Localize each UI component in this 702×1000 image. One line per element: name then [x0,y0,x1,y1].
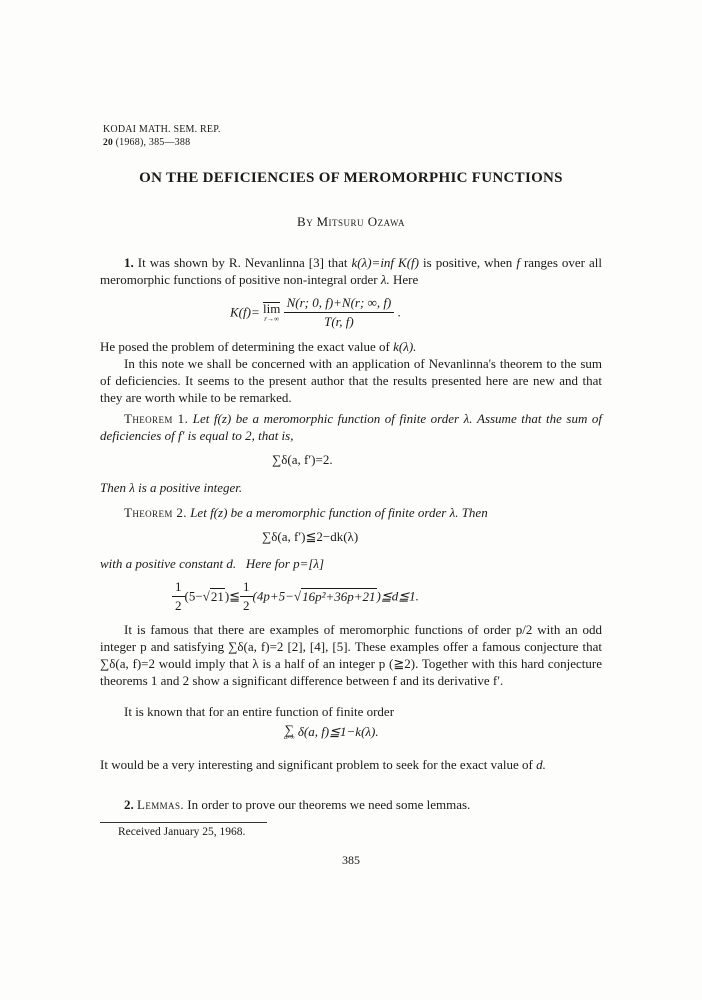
intro-text-2: is positive, when [423,255,513,270]
eq4-sigma-block [284,721,295,741]
famous-paragraph: It is famous that there are examples of meromorphic functions of order p/2 with an odd integer p and satisfying ∑δ(a, f)=2 [2], [4], [5]. These examples offer a famous conjecture that ∑δ(a, f)=2 would imply that λ is a half of an integer p (≧2). Together with this hard conjecture theorems 1 and 2 show a significant difference between f and its derivative f′. [100,622,602,688]
note-paragraph: In this note we shall be concerned with an application of Nevanlinna's theorem to the sum of deficiencies. It seems to the present author that the results presented here are new and that they are worth while to be remarked. [100,356,602,405]
eq3-one-1: 1 [172,579,185,597]
year-pages: (1968), 385—388 [115,137,191,148]
eq3-sqrt-sign-2: √ [293,588,302,604]
intro-text-3: ranges over all meromorphic functions of positive non-integral order [100,255,603,287]
eq3-sqrt-sign-1: √ [202,588,210,604]
section-2-title: Lemmas. [137,797,184,812]
theorem-2-cont-1: with a positive constant d. [100,556,237,571]
eq3-sqrt-1: 21 [210,588,224,604]
eq3-part2: )≦ [224,588,241,604]
theorem-2-statement: Let f(z) be a meromorphic function of finite order λ. Then [190,505,488,520]
would-text: It would be a very interesting and significant problem to seek for the exact value of [100,757,533,772]
intro-lambda: λ. [380,272,390,287]
eq1-lim-sub: r→∞ [264,315,279,323]
eq3-one-2: 1 [240,579,253,597]
eq3-part1: (5− [184,588,203,604]
eq1-denominator: T(r, f) [324,314,354,329]
eq3-half-1 [172,579,185,614]
theorem-1-statement: Let f(z) be a meromorphic function of finite order λ. Assume that the sum of deficiencies of f′ is equal to 2, that is, [100,411,602,443]
equation-entire [284,723,379,741]
intro-k-inf: k(λ)=inf K(f) [351,255,419,270]
theorem-2-equation: ∑δ(a, f′)≦2−dk(λ) [262,529,359,544]
intro-text-1: It was shown by R. Nevanlinna [3] that [137,255,348,270]
intro-f: f [516,255,520,270]
theorem-2-cont-2: Here for p=[λ] [245,556,325,571]
theorem-1-label: Theorem 1. [124,411,189,426]
eq1-lim: lim [262,301,281,316]
theorem-1-equation: ∑δ(a, f′)=2. [272,452,333,467]
eq1-end: . [397,304,401,320]
eq3-sqrt-2: 16p²+36p+21 [302,588,376,604]
eq1-limsup [263,302,280,323]
posed-text: He posed the problem of determining the exact value of [100,339,390,354]
intro-text-4: Here [393,272,419,287]
posed-k: k(λ). [393,339,417,354]
journal-volume-line [103,136,221,150]
theorem-2-continuation [100,555,602,572]
known-paragraph: It is known that for an entire function of finite order [124,704,395,719]
author-name: Mitsuru Ozawa [316,214,405,229]
page-number: 385 [342,853,360,867]
would-paragraph [100,756,602,773]
eq4-rest: δ(a, f)≦1−k(λ). [297,724,379,740]
theorem-2-label: Theorem 2. [124,505,187,520]
theorem-1-conclusion [100,479,602,496]
eq3-part3: (4p+5− [252,588,294,604]
theorem-1-conclusion-text: Then λ is a positive integer. [100,480,243,495]
section-2-text: In order to prove our theorems we need some lemmas. [187,797,471,812]
theorem-1 [100,410,602,444]
would-d: d. [536,757,546,772]
section-2 [100,796,602,813]
eq3-two-1: 2 [175,598,182,613]
eq3-part4: )≦d≦1. [376,588,419,604]
equation-K [230,295,401,330]
eq3-half-2 [240,579,253,614]
journal-name: KODAI MATH. SEM. REP. [103,124,221,135]
footnote-rule [100,822,267,823]
equation-d-bounds [172,579,419,614]
volume-number: 20 [103,138,113,148]
eq1-lhs: K(f)= [230,304,260,320]
section-2-number: 2. [124,797,134,812]
theorem-2 [100,504,602,521]
eq1-numerator: N(r; 0, f)+N(r; ∞, f) [284,295,395,313]
eq1-fraction [284,295,395,330]
author-line [0,214,702,230]
footnote: Received January 25, 1968. [118,826,246,838]
section-number: 1. [124,255,134,270]
journal-header [103,123,221,150]
paper-title: ON THE DEFICIENCIES OF MEROMORPHIC FUNCTIONS [139,170,563,186]
eq4-sub: a≠∞ [284,734,295,741]
eq3-two-2: 2 [243,598,250,613]
eq4-sigma: ∑ [284,721,294,737]
posed-paragraph [100,338,602,355]
intro-paragraph [100,254,602,288]
author-by: By [297,214,314,229]
